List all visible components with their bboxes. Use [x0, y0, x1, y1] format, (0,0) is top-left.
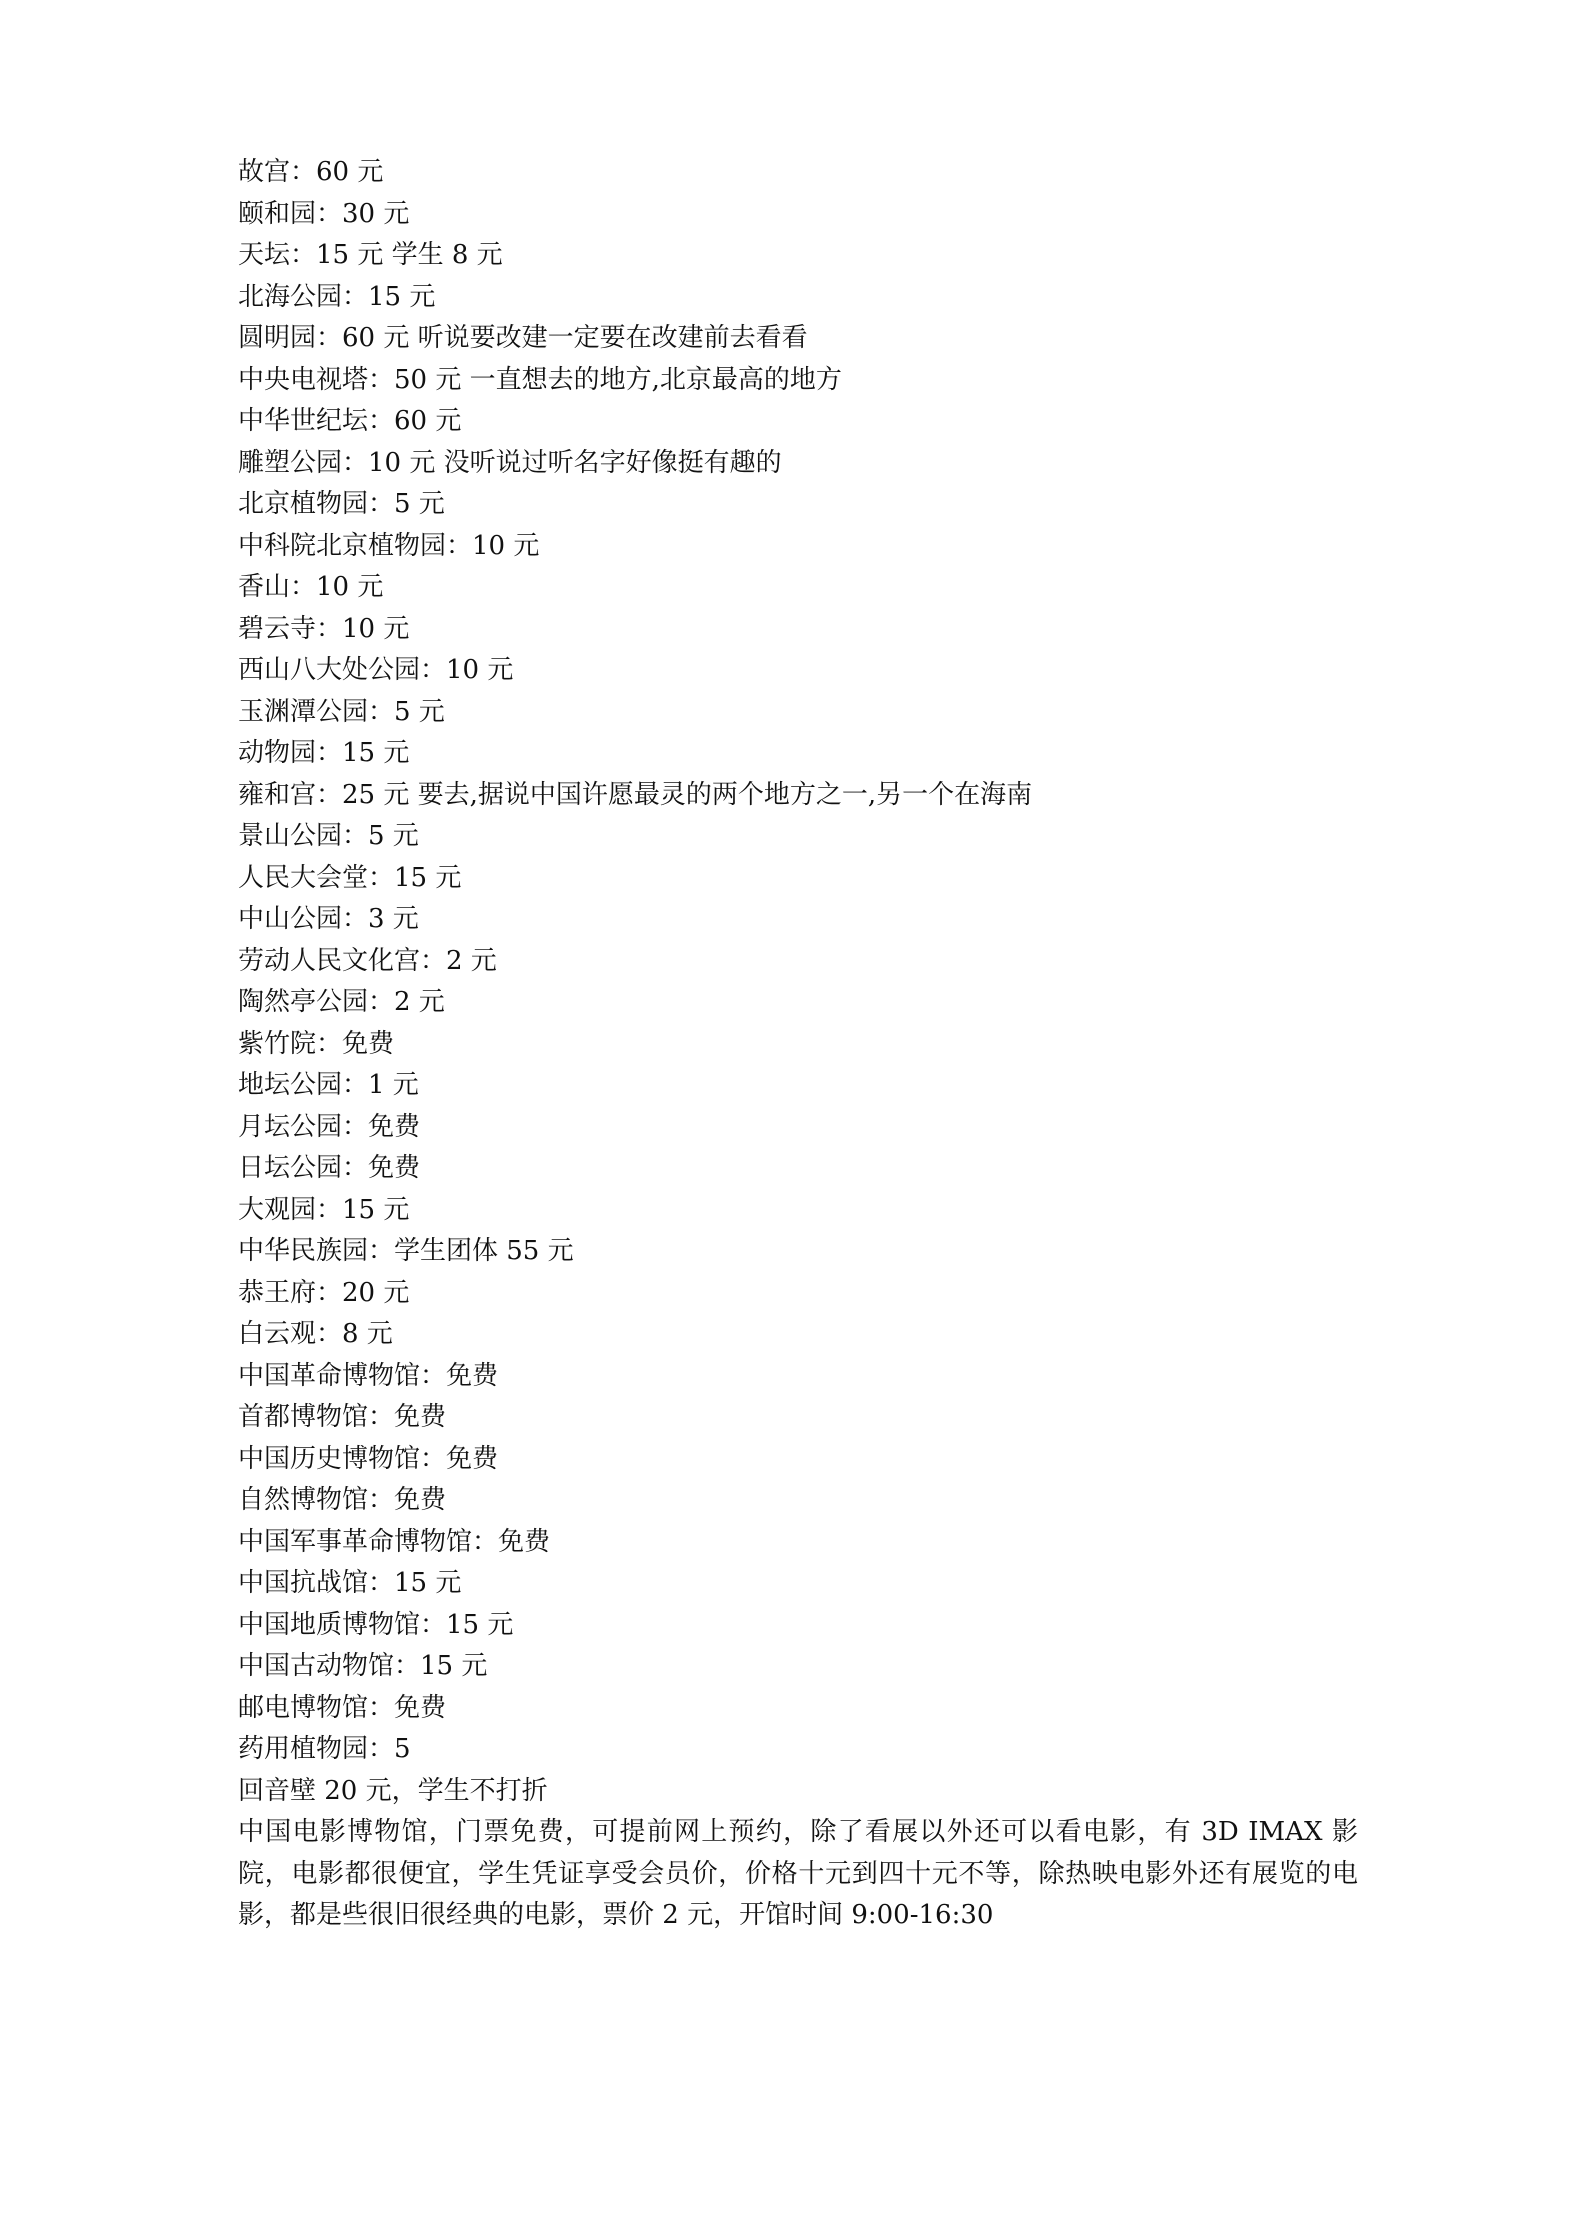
text-line: 北京植物园：5 元: [238, 489, 445, 519]
text-line: 中华民族园：学生团体 55 元: [238, 1236, 574, 1266]
text-line: 首都博物馆：免费: [238, 1402, 447, 1432]
text-line: 白云观：8 元: [238, 1319, 393, 1349]
text-line: 恭王府：20 元: [238, 1277, 410, 1308]
text-line: 药用植物园：5: [238, 1734, 411, 1764]
text-line: 碧云寺：10 元: [238, 613, 410, 644]
text-line: 月坛公园：免费: [238, 1111, 421, 1142]
text-line: 自然博物馆：免费: [238, 1485, 447, 1515]
text-line: 西山八大处公园：10 元: [238, 655, 514, 685]
text-line: 动物园：15 元: [238, 738, 410, 768]
text-line: 中国地质博物馆：15 元: [238, 1609, 514, 1640]
text-line: 中央电视塔：50 元 一直想去的地方,北京最高的地方: [238, 364, 842, 395]
text-line: 中国历史博物馆：免费: [238, 1443, 499, 1474]
text-line: 雍和宫：25 元 要去,据说中国许愿最灵的两个地方之一,另一个在海南: [238, 779, 1033, 810]
text-line: 玉渊潭公园：5 元: [238, 696, 445, 727]
text-line: 回音壁 20 元，学生不打折: [238, 1775, 548, 1806]
text-line: 中国古动物馆：15 元: [238, 1651, 488, 1681]
text-line: 颐和园：30 元: [238, 198, 410, 229]
final-paragraph: 中国电影博物馆，门票免费，可提前网上预约，除了看展以外还可以看电影，有 3D IMAX 影院，电影都很便宜，学生凭证享受会员价，价格十元到四十元不等，除热映电影外还有展览的电影，都是些很旧很经典的电影，票价 2 元，开馆时间 9:00-16:30: [238, 1817, 1358, 1930]
text-line: 陶然亭公园：2 元: [238, 987, 445, 1017]
text-line: 香山：10 元: [238, 572, 384, 602]
text-line: 地坛公园：1 元: [238, 1070, 419, 1100]
text-line: 中国抗战馆：15 元: [238, 1568, 462, 1598]
text-line: 日坛公园：免费: [238, 1153, 421, 1183]
text-line: 北海公园：15 元: [238, 281, 436, 312]
document-body: [238, 152, 1358, 1937]
text-line: 人民大会堂：15 元: [238, 862, 462, 893]
text-line: 天坛：15 元 学生 8 元: [238, 240, 503, 270]
text-line: 中国革命博物馆：免费: [238, 1360, 499, 1391]
text-line: 紫竹院：免费: [238, 1028, 395, 1059]
text-line: 故宫：60 元: [238, 157, 384, 187]
text-line: 景山公园：5 元: [238, 821, 419, 851]
text-line: 中国军事革命博物馆：免费: [238, 1526, 551, 1557]
text-line: 圆明园：60 元 听说要改建一定要在改建前去看看: [238, 323, 808, 353]
text-line: 中山公园：3 元: [238, 904, 419, 934]
text-line: 大观园：15 元: [238, 1194, 410, 1225]
text-line: 邮电博物馆：免费: [238, 1692, 447, 1723]
text-line: 劳动人民文化宫：2 元: [238, 945, 497, 976]
text-line: 中华世纪坛：60 元: [238, 406, 462, 436]
text-line: 中科院北京植物园：10 元: [238, 530, 540, 561]
text-line: 雕塑公园：10 元 没听说过听名字好像挺有趣的: [238, 447, 782, 478]
